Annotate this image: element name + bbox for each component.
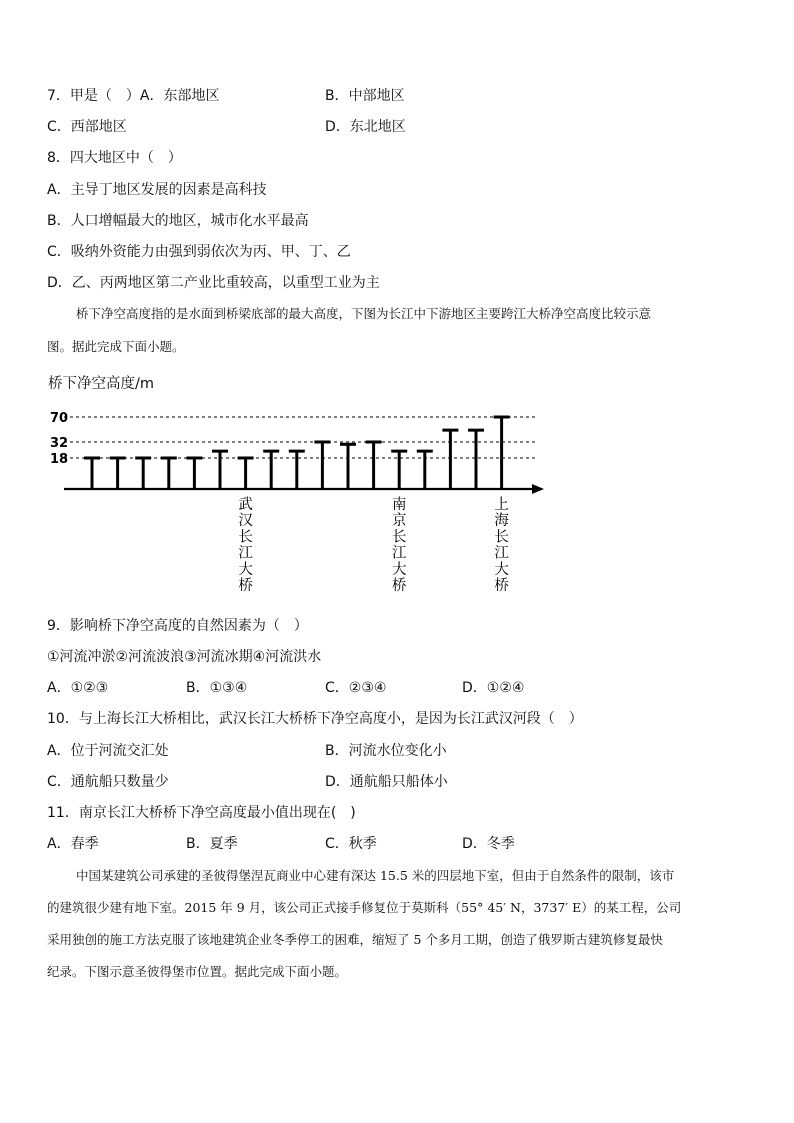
q11-option-a: A．春季	[47, 836, 99, 852]
x-axis-arrow	[532, 484, 544, 494]
y-tick-label: 18	[50, 452, 69, 467]
q9-option-d: D．①②④	[462, 680, 525, 696]
y-tick-label: 70	[50, 411, 69, 426]
intro-stpetersburg-line-4: 纪录。下图示意圣彼得堡市位置。据此完成下面小题。	[47, 964, 348, 979]
bridge-bar	[494, 417, 510, 489]
q7-option-b: B．中部地区	[325, 88, 405, 104]
bridge-bar	[135, 458, 151, 489]
intro-bridge-line-2: 图。据此完成下面小题。	[47, 339, 185, 354]
q8-option-b: B．人口增幅最大的地区，城市化水平最高	[47, 213, 309, 229]
bridge-bar	[238, 458, 254, 489]
q9-items: ①河流冲淤②河流波浪③河流冰期④河流洪水	[47, 649, 322, 665]
intro-stpetersburg-line-3: 采用独创的施工方法克服了该地建筑企业冬季停工的困难，缩短了 5 个多月工期，创造了俄罗斯古建筑修复最快	[47, 932, 663, 947]
q7-stem: 7．甲是（ ）A．东部地区	[47, 88, 220, 104]
bridge-clearance-chart	[46, 372, 566, 600]
bridge-bar	[340, 444, 356, 489]
q10-option-d: D．通航船只船体小	[325, 774, 448, 790]
q9-option-a: A．①②③	[47, 680, 109, 696]
bridge-bar	[417, 451, 433, 489]
bridge-bar	[289, 451, 305, 489]
intro-bridge-line-1: 桥下净空高度指的是水面到桥梁底部的最大高度，下图为长江中下游地区主要跨江大桥净空高度比较示意	[76, 306, 652, 321]
q11-option-c: C．秋季	[325, 836, 377, 852]
bridge-label: 武汉长江大桥	[238, 497, 253, 594]
q8-stem: 8．四大地区中（ ）	[47, 150, 182, 166]
bridge-bar	[212, 451, 228, 489]
q7-option-d: D．东北地区	[325, 119, 406, 135]
bridge-bar	[442, 430, 458, 489]
bridge-bar	[161, 458, 177, 489]
bridge-bar	[366, 442, 382, 489]
bridge-bar	[110, 458, 126, 489]
q10-option-a: A．位于河流交汇处	[47, 743, 169, 759]
q8-option-c: C．吸纳外资能力由强到弱依次为丙、甲、丁、乙	[47, 244, 351, 260]
bridge-bar	[391, 451, 407, 489]
bridge-label: 上海长江大桥	[494, 497, 509, 594]
q7-option-c: C．西部地区	[47, 119, 127, 135]
bridge-label: 南京长江大桥	[391, 497, 407, 594]
q11-option-b: B．夏季	[186, 836, 238, 852]
q11-option-d: D．冬季	[462, 836, 515, 852]
q10-option-c: C．通航船只数量少	[47, 774, 169, 790]
bridge-bar	[263, 451, 279, 489]
intro-stpetersburg-line-1: 中国某建筑公司承建的圣彼得堡涅瓦商业中心建有深达 15.5 米的四层地下室，但由于自然条件的限制，该市	[76, 868, 675, 883]
q11-stem: 11．南京长江大桥桥下净空高度最小值出现在( )	[47, 805, 356, 821]
q9-stem: 9．影响桥下净空高度的自然因素为（ ）	[47, 618, 308, 634]
q8-option-d: D．乙、丙两地区第二产业比重较高，以重型工业为主	[47, 275, 380, 291]
bridge-bar	[314, 442, 330, 489]
q10-stem: 10．与上海长江大桥相比，武汉长江大桥桥下净空高度小，是因为长江武汉河段（ ）	[47, 711, 583, 727]
q8-option-a: A．主导丁地区发展的因素是高科技	[47, 182, 267, 198]
y-tick-label: 32	[50, 436, 69, 451]
bridge-bar	[84, 458, 100, 489]
q9-option-b: B．①③④	[186, 680, 248, 696]
intro-stpetersburg-line-2: 的建筑很少建有地下室。2015 年 9 月，该公司正式接手修复位于莫斯科（55° 45′ N，3737′ E）的某工程，公司	[47, 900, 682, 915]
q9-option-c: C．②③④	[325, 680, 387, 696]
chart-ylabel: 桥下净空高度/m	[48, 376, 155, 392]
bridge-bar	[186, 458, 202, 489]
bridge-bar	[468, 430, 484, 489]
q10-option-b: B．河流水位变化小	[325, 743, 447, 759]
